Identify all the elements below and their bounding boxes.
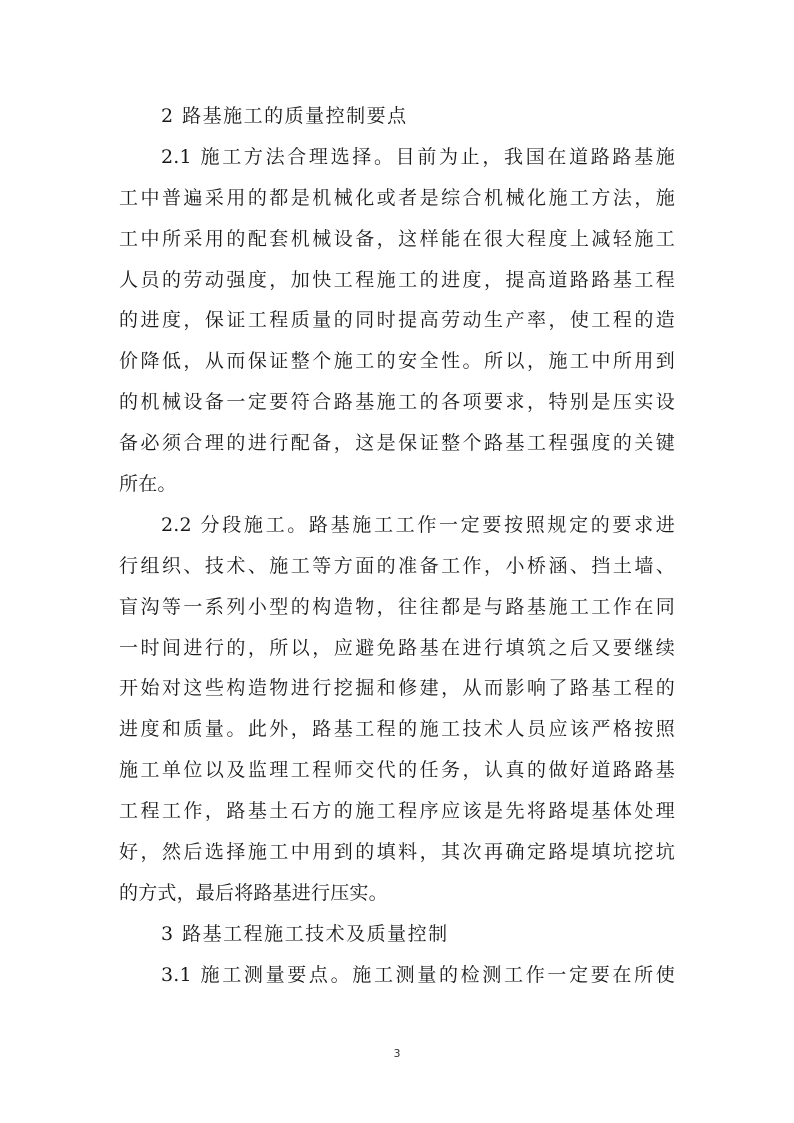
paragraph-line: 一时间进行的，所以，应避免路基在进行填筑之后又要继续: [119, 636, 675, 659]
paragraph-line: 3.1 施工测量要点。施工测量的检测工作一定要在所使: [161, 963, 675, 986]
paragraph-line: 盲沟等一系列小型的构造物，往往都是与路基施工工作在同: [119, 595, 675, 618]
paragraph-line: 所在。: [119, 473, 177, 496]
paragraph-line: 行组织、技术、施工等方面的准备工作，小桥涵、挡土墙、: [119, 554, 675, 577]
paragraph-line: 的进度，保证工程质量的同时提高劳动生产率，使工程的造: [119, 309, 675, 332]
paragraph-line: 施工单位以及监理工程师交代的任务，认真的做好道路路基: [119, 759, 675, 782]
document-body: [119, 96, 675, 996]
paragraph-3-1: [119, 955, 675, 996]
paragraph-line: 2.2 分段施工。路基施工工作一定要按照规定的要求进: [161, 513, 675, 536]
paragraph-line: 的方式，最后将路基进行压实。: [119, 881, 388, 904]
paragraph-line: 2.1 施工方法合理选择。目前为止，我国在道路路基施: [161, 145, 675, 168]
paragraph-line: 工中普遍采用的都是机械化或者是综合机械化施工方法，施: [119, 186, 675, 209]
section-heading-3: 3 路基工程施工技术及质量控制: [161, 922, 449, 945]
paragraph-line: 工中所采用的配套机械设备，这样能在很大程度上减轻施工: [119, 227, 675, 250]
paragraph-line: 人员的劳动强度，加快工程施工的进度，提高道路路基工程: [119, 268, 675, 291]
paragraph-2-2: [119, 505, 675, 914]
paragraph-line: 价降低，从而保证整个施工的安全性。所以，施工中所用到: [119, 350, 675, 373]
page-number: 3: [393, 1047, 401, 1060]
paragraph-line: 进度和质量。此外，路基工程的施工技术人员应该严格按照: [119, 718, 675, 741]
paragraph-line: 的机械设备一定要符合路基施工的各项要求，特别是压实设: [119, 391, 675, 414]
paragraph-line: 备必须合理的进行配备，这是保证整个路基工程强度的关键: [119, 432, 675, 455]
paragraph-line: 开始对这些构造物进行挖掘和修建，从而影响了路基工程的: [119, 677, 675, 700]
section-heading-2: 2 路基施工的质量控制要点: [161, 105, 408, 127]
paragraph-line: 工程工作，路基土石方的施工程序应该是先将路堤基体处理: [119, 800, 675, 823]
paragraph-line: 好，然后选择施工中用到的填料，其次再确定路堤填坑挖坑: [119, 841, 675, 864]
paragraph-2-1: [119, 137, 675, 505]
